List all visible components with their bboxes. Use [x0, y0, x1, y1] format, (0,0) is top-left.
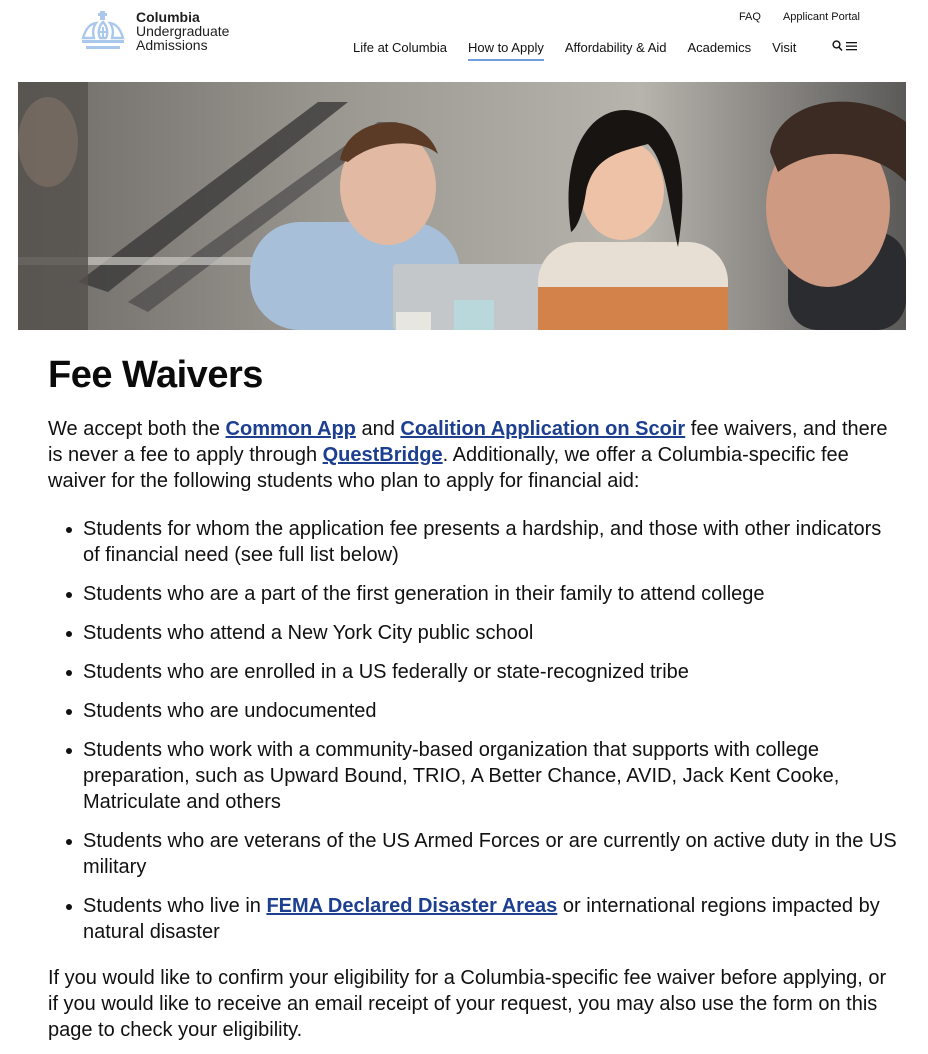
search-icon[interactable]	[832, 40, 843, 52]
questbridge-link[interactable]: QuestBridge	[322, 444, 443, 466]
applicant-portal-link[interactable]: Applicant Portal	[782, 11, 860, 23]
site-header	[0, 0, 928, 82]
logo-line-2: Undergraduate	[136, 23, 230, 39]
intro-text-3: fee waivers, and there is never a fee to apply through	[48, 418, 888, 466]
common-app-link[interactable]: Common App	[225, 418, 356, 440]
logo-wordmark	[136, 10, 229, 52]
closing-paragraph: If you would like to confirm your eligibility for a Columbia-specific fee waiver before applying, or if you would like to receive an email receipt of your request, you may also use the form on this page to check your eligibility.	[48, 967, 887, 1041]
eligibility-list	[48, 516, 898, 945]
intro-text-1: We accept both the	[48, 418, 226, 440]
main-nav	[353, 40, 817, 61]
intro-text-4: . Additionally, we offer a Columbia-specific fee waiver for the following students who plan to apply for financial aid:	[48, 444, 849, 492]
list-item: Students who are undocumented	[48, 698, 898, 724]
nav-icon-group	[832, 40, 857, 52]
columbia-logo[interactable]	[80, 10, 229, 52]
nav-academics[interactable]: Academics	[687, 40, 752, 55]
nav-visit[interactable]: Visit	[772, 40, 797, 55]
list-item: Students who work with a community-based organization that supports with college preparation, such as Upward Bound, TRIO, A Better Chance, AVID, Jack Kent Cooke, Matriculate and others	[48, 737, 898, 815]
fema-disaster-areas-link[interactable]: FEMA Declared Disaster Areas	[266, 895, 558, 917]
nav-life-at-columbia[interactable]: Life at Columbia	[353, 40, 447, 55]
nav-how-to-apply[interactable]: How to Apply	[468, 40, 544, 61]
main-content	[48, 352, 898, 1043]
nav-affordability-aid[interactable]: Affordability & Aid	[564, 40, 667, 55]
utility-nav	[739, 11, 860, 23]
coalition-scoir-link[interactable]: Coalition Application on Scoir	[400, 418, 686, 440]
list-item-text-2: or international regions impacted by natural disaster	[83, 895, 880, 943]
page-title: Fee Waivers	[48, 354, 263, 396]
hero-photo	[18, 82, 906, 330]
intro-paragraph	[48, 416, 898, 494]
logo-line-3: Admissions	[136, 37, 208, 53]
intro-text-2: and	[355, 418, 401, 440]
list-item: Students for whom the application fee presents a hardship, and those with other indicators of financial need (see full list below)	[48, 516, 898, 568]
list-item: Students who are enrolled in a US federally or state-recognized tribe	[48, 659, 898, 685]
list-item: Students who are veterans of the US Armed Forces or are currently on active duty in the US military	[48, 828, 898, 880]
faq-link[interactable]: FAQ	[738, 11, 761, 23]
list-item: Students who attend a New York City public school	[48, 620, 898, 646]
list-item: Students who are a part of the first generation in their family to attend college	[48, 581, 898, 607]
menu-icon[interactable]	[846, 41, 857, 51]
logo-line-1: Columbia	[136, 9, 200, 25]
crown-icon	[80, 10, 126, 52]
list-item-text-1: Students who live in	[83, 895, 267, 917]
list-item	[48, 893, 898, 945]
hero-image	[18, 82, 906, 330]
